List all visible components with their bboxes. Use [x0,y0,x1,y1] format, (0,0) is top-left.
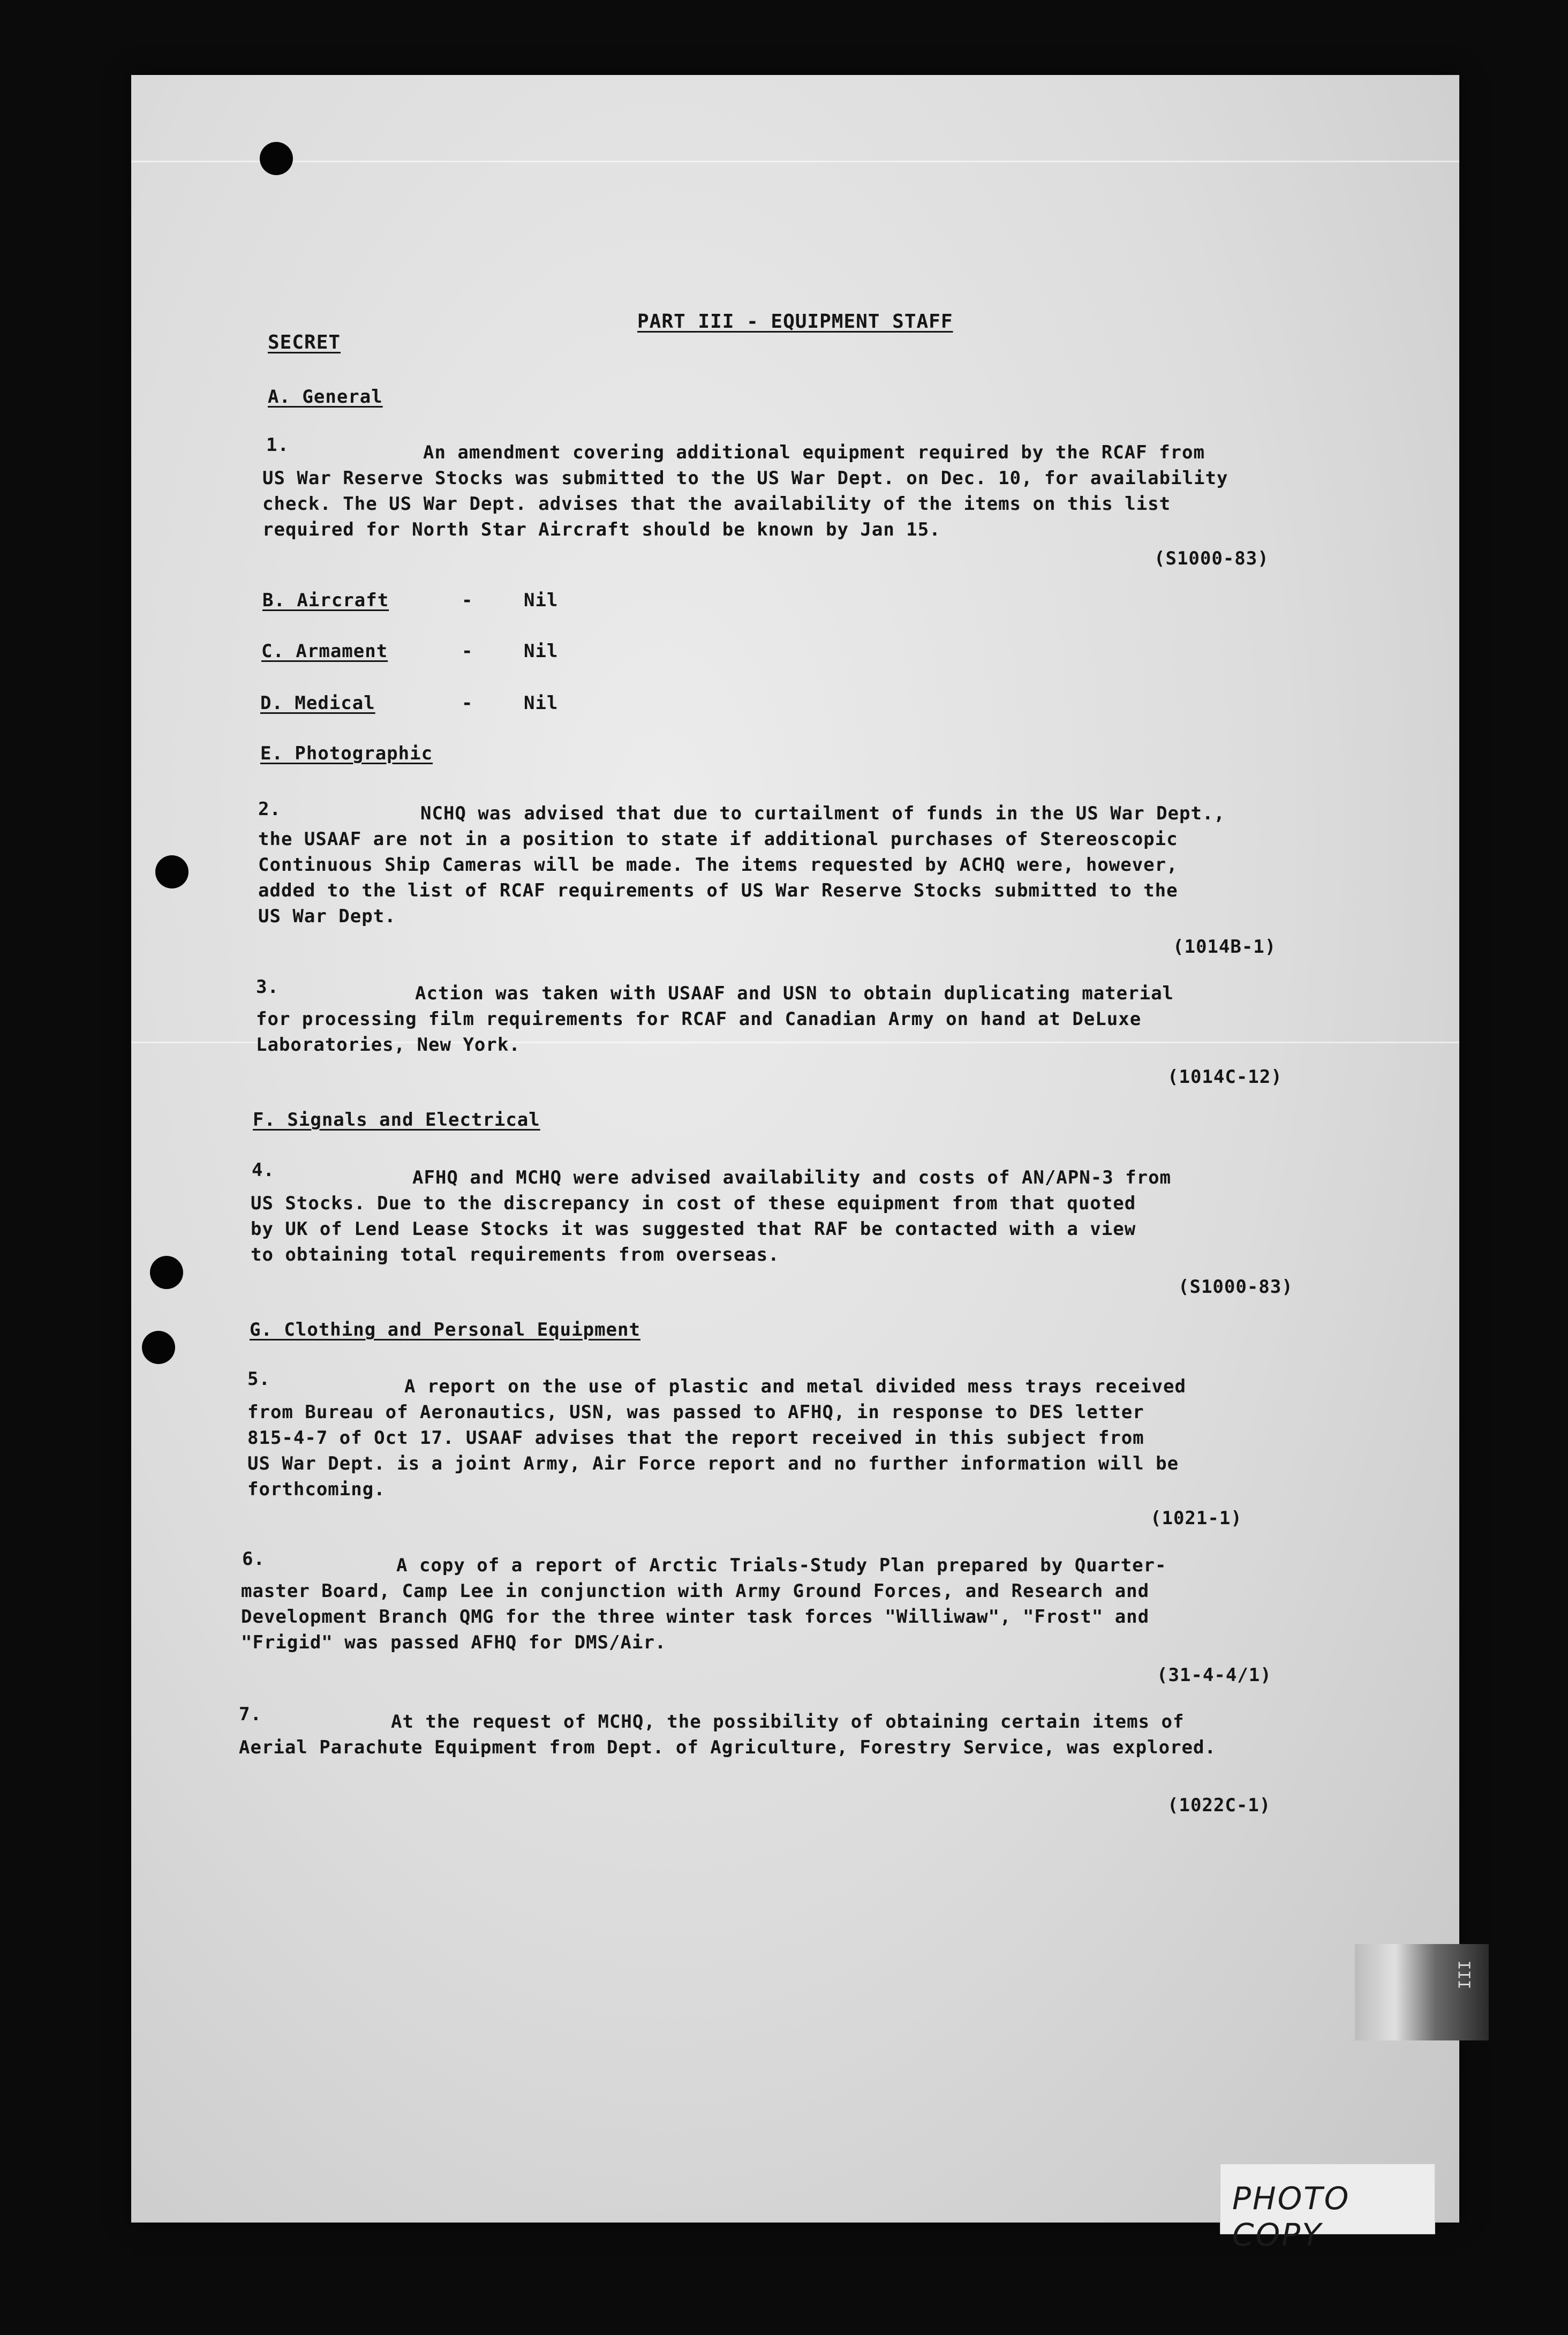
section-value: Nil [524,641,559,662]
paragraph-line: Continuous Ship Cameras will be made. The items requested by ACHQ were, however, [258,854,1178,876]
paragraph-line: US War Reserve Stocks was submitted to the US War Dept. on Dec. 10, for availability [262,468,1228,489]
punch-hole [260,142,293,175]
paragraph-number: 1. [266,434,289,456]
file-reference: (S1000-83) [1154,548,1269,569]
paragraph-line: US War Dept. [258,906,396,927]
file-reference: (1014B-1) [1173,936,1277,958]
paragraph-line: AFHQ and MCHQ were advised availability and costs of AN/APN-3 from [412,1167,1172,1188]
paragraph-line: by UK of Lend Lease Stocks it was suggested that RAF be contacted with a view [251,1218,1136,1240]
section-heading-armament: C. Armament [261,641,388,662]
file-reference: (1022C-1) [1167,1795,1271,1816]
paragraph-line: NCHQ was advised that due to curtailment of funds in the US War Dept., [420,803,1225,824]
section-value: Nil [524,590,559,611]
paragraph-line: US War Dept. is a joint Army, Air Force report and no further information will be [247,1453,1179,1474]
photocopy-stamp [1220,2164,1435,2253]
paragraph-line: A copy of a report of Arctic Trials-Study Plan prepared by Quarter- [396,1555,1167,1576]
paragraph-line: Aerial Parachute Equipment from Dept. of Agriculture, Forestry Service, was explored. [239,1737,1216,1758]
paragraph-line: for processing film requirements for RCAF and Canadian Army on hand at DeLuxe [256,1008,1142,1030]
paragraph-line: required for North Star Aircraft should be known by Jan 15. [262,519,941,540]
section-heading-clothing: G. Clothing and Personal Equipment [250,1319,640,1340]
page-title: PART III - EQUIPMENT STAFF [637,311,953,333]
punch-hole [155,855,189,888]
section-heading-signals: F. Signals and Electrical [253,1109,540,1131]
paragraph-number: 2. [258,799,281,820]
section-value: Nil [524,692,559,714]
dash: - [462,590,473,611]
file-reference: (S1000-83) [1178,1276,1293,1298]
paragraph-number: 3. [256,976,279,998]
punch-hole [150,1256,183,1289]
paragraph-line: added to the list of RCAF requirements of US War Reserve Stocks submitted to the [258,880,1178,901]
punch-hole [142,1331,175,1364]
fold-line [131,161,1459,162]
paragraph-line: the USAAF are not in a position to state if additional purchases of Stereoscopic [258,828,1178,850]
stamp-text: PHOTO COPY [1232,2180,1351,2253]
section-heading-aircraft: B. Aircraft [262,590,389,611]
paragraph-number: 4. [252,1159,275,1181]
paragraph-line: to obtaining total requirements from overseas. [251,1244,780,1266]
paragraph-line: forthcoming. [247,1479,386,1500]
paragraph-line: Development Branch QMG for the three winter task forces "Williwaw", "Frost" and [241,1606,1150,1628]
section-heading-general: A. General [268,386,383,408]
file-reference: (1014C-12) [1167,1066,1283,1088]
file-reference: (31-4-4/1) [1157,1664,1272,1686]
dash: - [462,641,473,662]
index-tab [1355,1944,1489,2040]
tab-label: III [1454,1960,1473,1990]
paragraph-line: An amendment covering additional equipment required by the RCAF from [423,442,1205,463]
paragraph-number: 6. [242,1548,265,1570]
file-reference: (1021-1) [1150,1508,1242,1529]
paragraph-line: US Stocks. Due to the discrepancy in cost of these equipment from that quoted [251,1193,1136,1214]
paragraph-line: check. The US War Dept. advises that the availability of the items on this list [262,493,1171,515]
dash: - [462,692,473,714]
paragraph-line: At the request of MCHQ, the possibility of obtaining certain items of [391,1711,1185,1733]
section-heading-photographic: E. Photographic [260,743,433,764]
paragraph-line: from Bureau of Aeronautics, USN, was passed to AFHQ, in response to DES letter [247,1402,1144,1423]
paragraph-line: A report on the use of plastic and metal divided mess trays received [404,1376,1186,1397]
classification-marking: SECRET [268,332,341,353]
paragraph-line: Action was taken with USAAF and USN to obtain duplicating material [415,983,1174,1004]
paragraph-number: 5. [247,1368,270,1390]
section-heading-medical: D. Medical [260,692,375,714]
paragraph-line: 815-4-7 of Oct 17. USAAF advises that the report received in this subject from [247,1427,1144,1449]
paragraph-number: 7. [239,1704,262,1725]
paragraph-line: master Board, Camp Lee in conjunction with Army Ground Forces, and Research and [241,1580,1150,1602]
paragraph-line: "Frigid" was passed AFHQ for DMS/Air. [241,1632,667,1653]
paragraph-line: Laboratories, New York. [256,1034,521,1056]
